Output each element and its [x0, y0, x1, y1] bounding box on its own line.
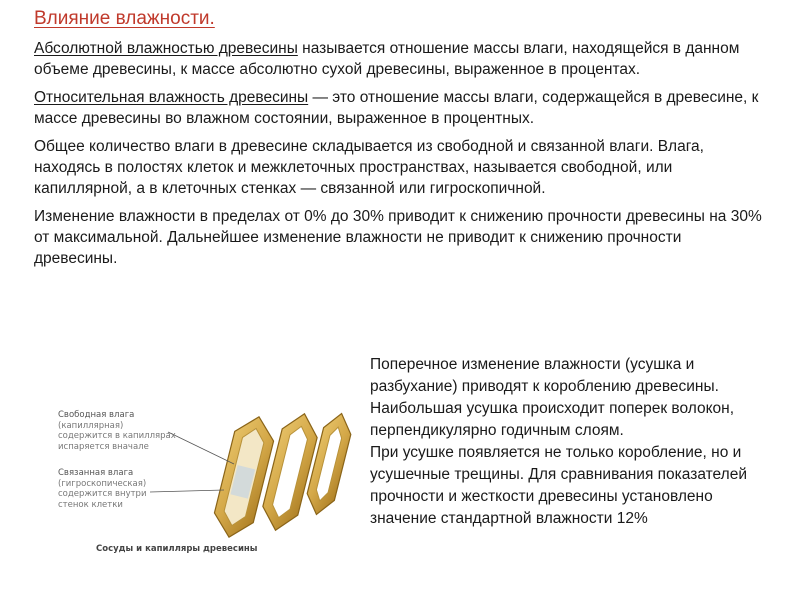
figure-caption: Сосуды и капилляры древесины	[96, 544, 258, 554]
pointer-bound-water	[150, 490, 224, 492]
absolute-humidity-definition: называется отношение массы влаги, находящейся в данном объеме древесины, к массе абсолютно сухой древесины, выраженное в процентах.	[34, 40, 740, 78]
side-text	[370, 354, 775, 530]
free-water-head: Свободная влага	[58, 410, 135, 420]
shrinkage-paragraph: Поперечное изменение влажности (усушка и разбухание) приводят к короблению древесины. Наибольшая усушка происходит поперек волокон, перпендикулярно годичным слоям.	[370, 356, 735, 439]
strength-change-paragraph: Изменение влажности в пределах от 0% до 30% приводит к снижению прочности древесины на 30% от максимальной. Дальнейшее изменение влажности не приводит к снижению прочности древесины.	[34, 208, 762, 267]
free-water-line3: испаряется вначале	[58, 441, 149, 452]
cracks-paragraph: При усушке появляется не только коробление, но и усушечные трещины. Для сравнивания показателей прочности и жесткости древесины установлено значение стандартной влажности 12%	[370, 444, 747, 527]
free-water-line1: (капиллярная)	[58, 420, 124, 431]
relative-humidity-term: Относительная влажность древесины	[34, 89, 309, 106]
main-text	[34, 38, 764, 276]
cell-with-water	[210, 412, 279, 542]
total-moisture-paragraph: Общее количество влаги в древесине складывается из свободной и связанной влаги. Влага, находясь в полостях клеток и межклеточных пространствах, называется свободной, или капиллярной, а в клеточных стенках — связанной или гигроскопичной.	[34, 138, 704, 197]
bound-water-line3: стенок клетки	[58, 499, 123, 510]
wood-cells-figure	[24, 392, 360, 562]
free-water-label	[58, 410, 176, 452]
absolute-humidity-term: Абсолютной влажностью древесины	[34, 40, 298, 57]
relative-humidity-definition: — это отношение массы влаги, содержащейся в древесине, к массе древесины во влажном состоянии, выраженное в процентных.	[34, 89, 759, 127]
bound-water-head: Связанная влага	[58, 468, 134, 478]
page-title: Влияние влажности.	[34, 8, 215, 29]
relative-humidity-paragraph	[34, 87, 764, 129]
free-water-line2: содержится в капиллярах	[58, 431, 176, 441]
bound-water-line2: содержится внутри	[58, 489, 147, 499]
pointer-free-water	[168, 432, 234, 464]
absolute-humidity-paragraph	[34, 38, 764, 80]
bound-water-line1: (гигроскопическая)	[58, 478, 147, 489]
bound-water-label	[58, 468, 146, 510]
